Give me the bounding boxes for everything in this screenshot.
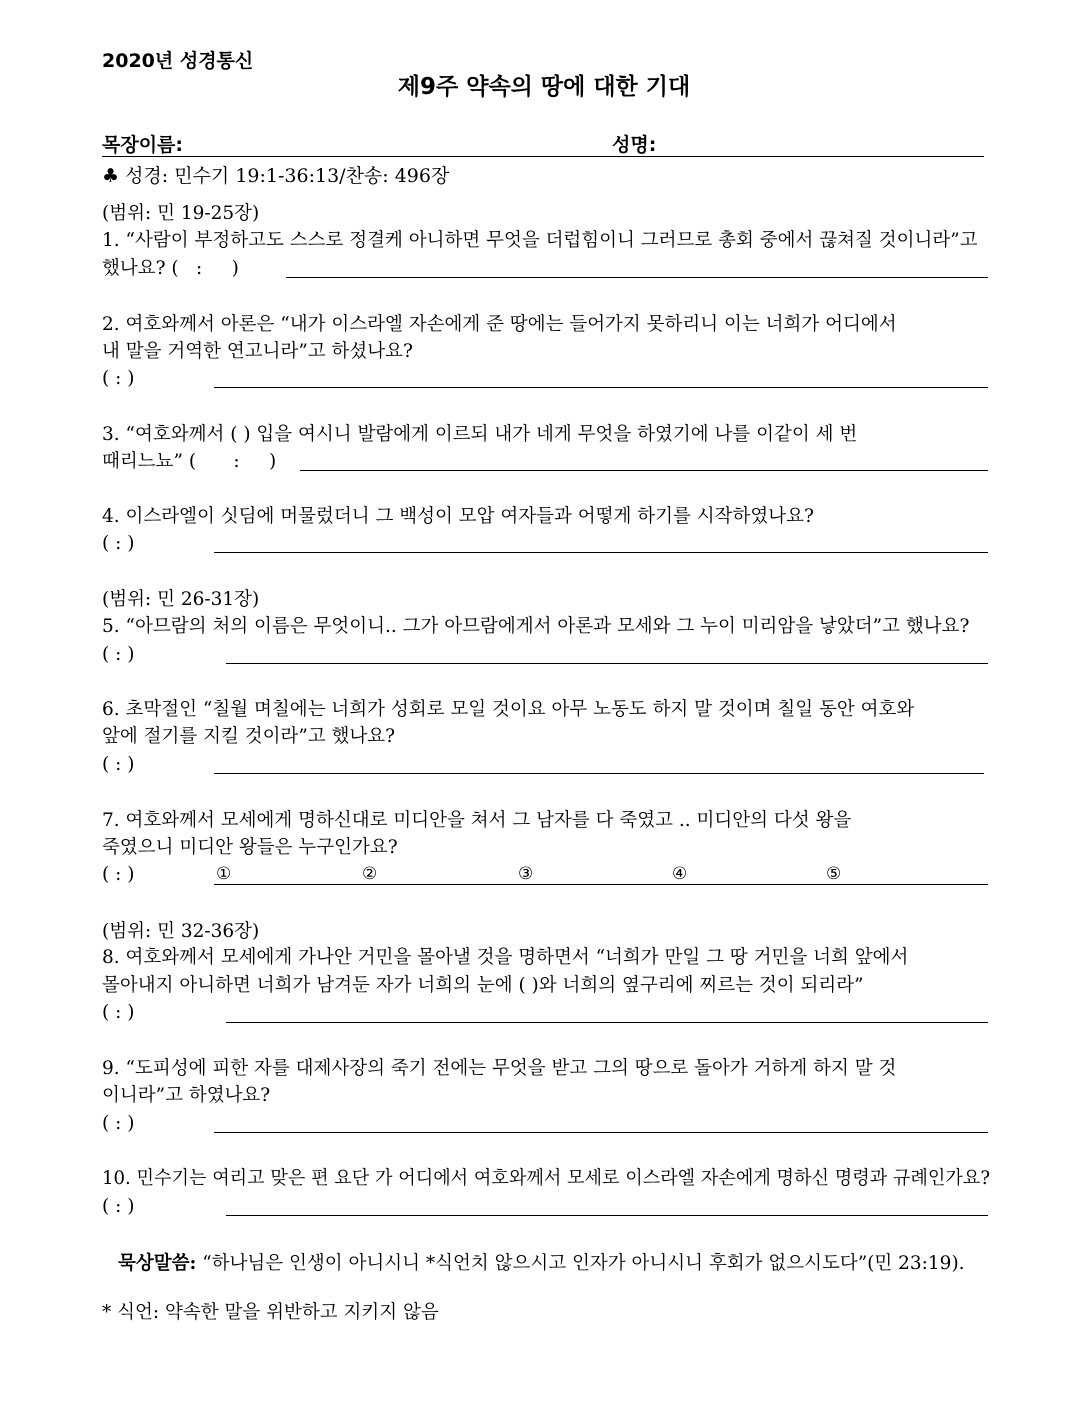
name-field-row bbox=[102, 130, 984, 157]
answer-line-9[interactable] bbox=[214, 1132, 988, 1133]
question-3-line1: 3. “여호와께서 ( ) 입을 여시니 발람에게 이르되 내가 네게 무엇을 하였기에 나를 이같이 세 번 bbox=[102, 424, 858, 445]
question-9-line2: 이니라”고 하였나요? bbox=[102, 1085, 271, 1106]
footnote: * 식언: 약속한 말을 위반하고 지키지 않음 bbox=[102, 1302, 439, 1323]
answer-line-4[interactable] bbox=[214, 552, 988, 553]
question-9-line1: 9. “도피성에 피한 자를 대제사장의 죽기 전에는 무엇을 받고 그의 땅으로 돌아가 거하게 하지 말 것 bbox=[102, 1058, 897, 1079]
answer-line-5[interactable] bbox=[226, 663, 988, 664]
page-title: 제9주 약속의 땅에 대한 기대 bbox=[397, 74, 691, 100]
question-10-line1: 10. 민수기는 여리고 맞은 편 요단 가 어디에서 여호와께서 모세로 이스라엘 자손에게 명하신 명령과 규례인가요? bbox=[102, 1168, 991, 1189]
answer-line-3[interactable] bbox=[300, 470, 988, 471]
scripture-info: ♣ 성경: 민수기 19:1-36:13/찬송: 496장 bbox=[102, 165, 450, 187]
question-7-line2: 죽였으니 미디안 왕들은 누구인가요? bbox=[102, 837, 398, 858]
answer-ref-2: ( : ) bbox=[102, 368, 135, 389]
question-8-line2: 몰아내지 아니하면 너희가 남겨둔 자가 너희의 눈에 ( )와 너희의 옆구리에 찌르는 것이 되리라” bbox=[102, 975, 864, 996]
question-3-line2: 때리느뇨” ( bbox=[102, 451, 197, 472]
answer-ref-10: ( : ) bbox=[102, 1196, 135, 1217]
question-4-line1: 4. 이스라엘이 싯딤에 머물렀더니 그 백성이 모압 여자들과 어떻게 하기를 시작하였나요? bbox=[102, 506, 814, 527]
meditation-verse bbox=[118, 1249, 965, 1275]
range-label-1: (범위: 민 19-25장) bbox=[102, 203, 260, 224]
range-label-2: (범위: 민 26-31장) bbox=[102, 589, 260, 610]
meditation-text: “하나님은 인생이 아니시니 *식언치 않으시고 인자가 아니시니 후회가 없으시도다”(민 23:19). bbox=[196, 1253, 965, 1274]
answer-line-7[interactable] bbox=[214, 884, 988, 885]
question-8-line1: 8. 여호와께서 모세에게 가나안 거민을 몰아낼 것을 명하면서 “너희가 만일 그 땅 거민을 너희 앞에서 bbox=[102, 947, 909, 968]
answer-slot-4: ④ bbox=[672, 864, 688, 884]
question-6-line2: 앞에 절기를 지킬 것이라”고 했나요? bbox=[102, 726, 396, 747]
answer-slot-1: ① bbox=[216, 864, 232, 884]
question-2-line2: 내 말을 거역한 연고니라”고 하셨나요? bbox=[102, 341, 413, 362]
person-name-label: 성명: bbox=[612, 134, 657, 156]
question-1-line1: 1. “사람이 부정하고도 스스로 정결케 아니하면 무엇을 더럽힘이니 그러므로 총회 중에서 끊쳐질 것이니라”고 bbox=[102, 230, 978, 251]
range-label-3: (범위: 민 32-36장) bbox=[102, 921, 260, 942]
answer-line-10[interactable] bbox=[226, 1215, 988, 1216]
answer-ref-3: : ) bbox=[204, 451, 277, 472]
meditation-label: 묵상말씀: bbox=[118, 1253, 197, 1274]
answer-ref-7: ( : ) bbox=[102, 864, 135, 885]
answer-line-6[interactable] bbox=[214, 773, 984, 774]
answer-ref-8: ( : ) bbox=[102, 1002, 135, 1023]
question-2-line1: 2. 여호와께서 아론은 “내가 이스라엘 자손에게 준 땅에는 들어가지 못하리니 이는 너희가 어디에서 bbox=[102, 314, 897, 335]
answer-ref-9: ( : ) bbox=[102, 1113, 135, 1134]
answer-slot-2: ② bbox=[362, 864, 378, 884]
answer-line-8[interactable] bbox=[226, 1022, 988, 1023]
question-5-line1: 5. “아므람의 처의 이름은 무엇이니.. 그가 아므람에게서 아론과 모세와 그 누이 미리암을 낳았더”고 했나요? bbox=[102, 616, 970, 637]
answer-ref-6: ( : ) bbox=[102, 754, 135, 775]
answer-line-2[interactable] bbox=[214, 387, 988, 388]
answer-slot-5: ⑤ bbox=[826, 864, 842, 884]
header-tag: 2020년 성경통신 bbox=[102, 50, 254, 72]
answer-line-1[interactable] bbox=[286, 277, 988, 278]
group-name-label: 목장이름: bbox=[102, 134, 184, 156]
answer-ref-1: : ) bbox=[196, 258, 239, 279]
question-1-line2: 했나요? ( bbox=[102, 258, 179, 279]
answer-ref-5: ( : ) bbox=[102, 644, 135, 665]
answer-slot-3: ③ bbox=[518, 864, 534, 884]
answer-ref-4: ( : ) bbox=[102, 533, 135, 554]
question-7-line1: 7. 여호와께서 모세에게 명하신대로 미디안을 쳐서 그 남자를 다 죽였고 .. 미디안의 다섯 왕을 bbox=[102, 810, 852, 831]
question-6-line1: 6. 초막절인 “칠월 며칠에는 너희가 성회로 모일 것이요 아무 노동도 하지 말 것이며 칠일 동안 여호와 bbox=[102, 699, 915, 720]
